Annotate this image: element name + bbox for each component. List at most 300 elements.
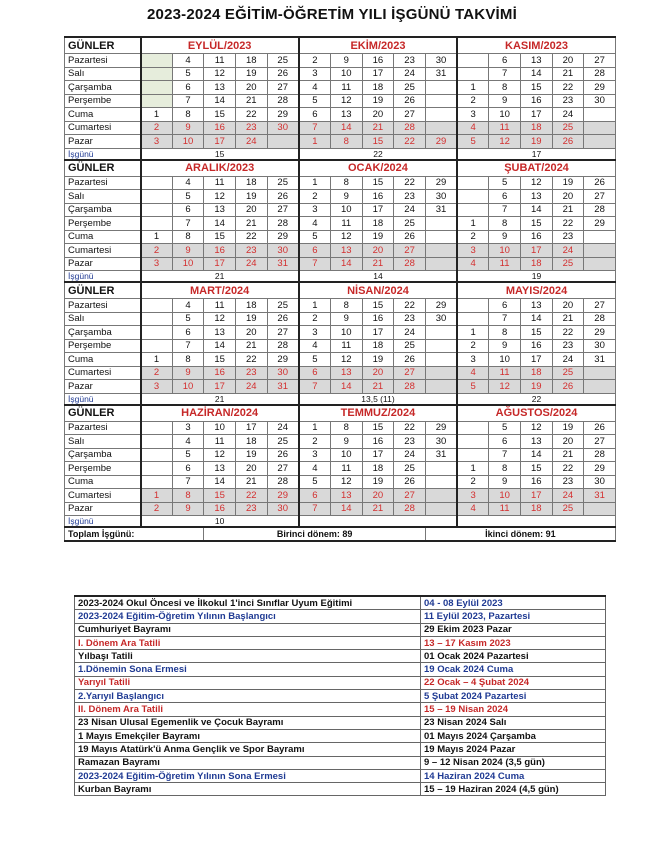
date-cell: 18 — [235, 299, 267, 313]
date-cell: 30 — [267, 502, 299, 516]
date-cell: 26 — [552, 380, 584, 394]
date-cell: 22 — [552, 217, 584, 231]
date-cell: 25 — [552, 257, 584, 271]
workday-count: 13,5 (11) — [299, 393, 457, 405]
date-cell: 24 — [235, 257, 267, 271]
date-cell: 15 — [520, 326, 552, 340]
workday-count — [457, 516, 615, 528]
date-cell: 30 — [425, 190, 457, 204]
day-name: Cuma — [65, 353, 141, 367]
date-cell: 29 — [267, 230, 299, 244]
month-title: HAZİRAN/2024 — [141, 405, 299, 422]
day-row — [65, 435, 616, 449]
event-name: Ramazan Bayramı — [75, 756, 421, 769]
event-name: II. Dönem Ara Tatili — [75, 703, 421, 716]
date-cell: 24 — [394, 448, 426, 462]
event-row — [75, 596, 606, 610]
date-cell — [457, 176, 489, 190]
date-cell: 21 — [552, 203, 584, 217]
date-cell: 4 — [172, 176, 204, 190]
day-name: Perşembe — [65, 339, 141, 353]
block-header-row — [65, 37, 616, 54]
date-cell: 22 — [394, 135, 426, 149]
date-cell: 23 — [394, 190, 426, 204]
date-cell: 10 — [330, 203, 362, 217]
date-cell: 3 — [141, 257, 173, 271]
date-cell: 16 — [520, 339, 552, 353]
event-row — [75, 743, 606, 756]
date-cell: 26 — [552, 135, 584, 149]
date-cell: 3 — [141, 380, 173, 394]
date-cell: 12 — [204, 67, 236, 81]
date-cell: 29 — [584, 81, 616, 95]
workday-label: İşgünü — [65, 271, 141, 283]
date-cell: 10 — [489, 353, 521, 367]
event-row — [75, 783, 606, 796]
day-name: Salı — [65, 435, 141, 449]
date-cell: 23 — [235, 121, 267, 135]
date-cell: 8 — [172, 230, 204, 244]
event-date: 29 Ekim 2023 Pazar — [421, 623, 606, 636]
day-name: Çarşamba — [65, 326, 141, 340]
date-cell: 19 — [235, 190, 267, 204]
date-cell — [584, 502, 616, 516]
date-cell: 8 — [489, 326, 521, 340]
workday-calendar-table — [64, 36, 616, 542]
date-cell — [425, 108, 457, 122]
date-cell: 10 — [172, 135, 204, 149]
event-date: 19 Ocak 2024 Cuma — [421, 663, 606, 676]
date-cell: 7 — [299, 380, 331, 394]
workday-count: 22 — [299, 148, 457, 160]
date-cell — [584, 108, 616, 122]
date-cell: 14 — [520, 312, 552, 326]
date-cell: 6 — [172, 203, 204, 217]
date-cell: 17 — [204, 135, 236, 149]
date-cell: 29 — [267, 108, 299, 122]
day-row — [65, 448, 616, 462]
date-cell: 7 — [172, 475, 204, 489]
date-cell: 3 — [457, 108, 489, 122]
date-cell: 18 — [520, 502, 552, 516]
date-cell: 5 — [457, 380, 489, 394]
day-name: Pazar — [65, 502, 141, 516]
day-row — [65, 94, 616, 108]
date-cell: 12 — [489, 380, 521, 394]
date-cell: 1 — [299, 299, 331, 313]
date-cell: 10 — [330, 448, 362, 462]
date-cell: 11 — [489, 257, 521, 271]
date-cell — [457, 299, 489, 313]
date-cell: 10 — [330, 67, 362, 81]
date-cell: 2 — [457, 230, 489, 244]
date-cell: 9 — [489, 339, 521, 353]
date-cell — [457, 435, 489, 449]
date-cell: 12 — [330, 94, 362, 108]
event-row — [75, 756, 606, 769]
workday-count — [299, 516, 457, 528]
day-name: Perşembe — [65, 217, 141, 231]
date-cell: 3 — [457, 244, 489, 258]
date-cell: 1 — [141, 353, 173, 367]
date-cell: 17 — [204, 380, 236, 394]
date-cell — [457, 203, 489, 217]
date-cell: 22 — [394, 299, 426, 313]
date-cell: 11 — [204, 54, 236, 68]
date-cell: 2 — [141, 244, 173, 258]
date-cell — [584, 380, 616, 394]
date-cell: 2 — [457, 475, 489, 489]
workday-count: 17 — [457, 148, 615, 160]
date-cell: 5 — [172, 448, 204, 462]
event-name: 2023-2024 Okul Öncesi ve İlkokul 1'inci Sınıflar Uyum Eğitimi — [75, 596, 421, 610]
date-cell: 14 — [330, 502, 362, 516]
date-cell: 5 — [172, 190, 204, 204]
date-cell: 9 — [172, 502, 204, 516]
date-cell: 1 — [299, 421, 331, 435]
date-cell: 28 — [584, 312, 616, 326]
date-cell: 29 — [425, 421, 457, 435]
workday-count: 21 — [141, 271, 299, 283]
date-cell: 11 — [330, 339, 362, 353]
date-cell: 9 — [330, 54, 362, 68]
date-cell: 28 — [394, 502, 426, 516]
event-name: Yarıyıl Tatili — [75, 676, 421, 689]
day-name: Cuma — [65, 475, 141, 489]
date-cell: 25 — [267, 435, 299, 449]
block-header-row — [65, 405, 616, 422]
day-row — [65, 190, 616, 204]
date-cell: 23 — [552, 339, 584, 353]
date-cell: 2 — [141, 366, 173, 380]
day-row — [65, 108, 616, 122]
date-cell: 4 — [299, 217, 331, 231]
event-date: 01 Mayıs 2024 Çarşamba — [421, 729, 606, 742]
date-cell: 18 — [362, 462, 394, 476]
event-name: 19 Mayıs Atatürk'ü Anma Gençlik ve Spor Bayramı — [75, 743, 421, 756]
date-cell: 30 — [267, 121, 299, 135]
day-name: Çarşamba — [65, 203, 141, 217]
date-cell: 20 — [235, 81, 267, 95]
day-name: Cumartesi — [65, 366, 141, 380]
date-cell: 22 — [552, 462, 584, 476]
date-cell: 24 — [394, 326, 426, 340]
date-cell: 17 — [520, 489, 552, 503]
date-cell: 20 — [362, 489, 394, 503]
date-cell: 11 — [330, 81, 362, 95]
date-cell: 7 — [489, 448, 521, 462]
date-cell: 20 — [362, 108, 394, 122]
date-cell: 27 — [584, 299, 616, 313]
date-cell: 19 — [235, 67, 267, 81]
date-cell: 15 — [520, 462, 552, 476]
total-workdays-label: Toplam İşgünü: — [65, 527, 204, 541]
workday-count: 19 — [457, 271, 615, 283]
date-cell: 30 — [425, 312, 457, 326]
date-cell: 5 — [299, 94, 331, 108]
date-cell: 29 — [584, 217, 616, 231]
date-cell: 9 — [489, 230, 521, 244]
date-cell: 1 — [457, 81, 489, 95]
date-cell — [584, 244, 616, 258]
date-cell — [425, 462, 457, 476]
month-title: EKİM/2023 — [299, 37, 457, 54]
date-cell: 3 — [299, 67, 331, 81]
date-cell: 17 — [362, 448, 394, 462]
date-cell: 9 — [172, 121, 204, 135]
date-cell: 9 — [172, 244, 204, 258]
date-cell: 23 — [394, 435, 426, 449]
date-cell: 4 — [172, 435, 204, 449]
date-cell: 15 — [204, 230, 236, 244]
date-cell: 3 — [299, 448, 331, 462]
event-date: 9 – 12 Nisan 2024 (3,5 gün) — [421, 756, 606, 769]
date-cell: 26 — [584, 176, 616, 190]
date-cell — [141, 67, 173, 81]
date-cell: 18 — [235, 176, 267, 190]
date-cell: 7 — [299, 502, 331, 516]
event-row — [75, 623, 606, 636]
date-cell: 13 — [520, 54, 552, 68]
day-row — [65, 67, 616, 81]
date-cell: 1 — [299, 135, 331, 149]
date-cell: 14 — [520, 203, 552, 217]
month-title: MAYIS/2024 — [457, 282, 615, 299]
date-cell: 6 — [172, 462, 204, 476]
date-cell: 19 — [362, 94, 394, 108]
date-cell: 31 — [584, 353, 616, 367]
date-cell — [425, 230, 457, 244]
date-cell: 27 — [584, 435, 616, 449]
month-title: ŞUBAT/2024 — [457, 160, 615, 177]
date-cell: 25 — [552, 366, 584, 380]
day-row — [65, 299, 616, 313]
date-cell: 2 — [299, 435, 331, 449]
date-cell: 14 — [520, 448, 552, 462]
day-name: Salı — [65, 67, 141, 81]
days-header: GÜNLER — [65, 405, 141, 422]
date-cell: 12 — [204, 448, 236, 462]
month-title: OCAK/2024 — [299, 160, 457, 177]
month-title: TEMMUZ/2024 — [299, 405, 457, 422]
date-cell: 18 — [362, 81, 394, 95]
date-cell: 21 — [362, 121, 394, 135]
date-cell — [425, 339, 457, 353]
date-cell: 9 — [489, 475, 521, 489]
date-cell: 5 — [457, 135, 489, 149]
date-cell: 10 — [204, 421, 236, 435]
date-cell: 28 — [267, 475, 299, 489]
date-cell: 13 — [520, 435, 552, 449]
days-header: GÜNLER — [65, 282, 141, 299]
event-row — [75, 610, 606, 623]
date-cell: 14 — [204, 475, 236, 489]
date-cell: 2 — [299, 312, 331, 326]
date-cell — [425, 94, 457, 108]
workday-label: İşgünü — [65, 148, 141, 160]
workday-label: İşgünü — [65, 516, 141, 528]
date-cell: 13 — [330, 108, 362, 122]
date-cell: 21 — [362, 257, 394, 271]
date-cell: 19 — [552, 176, 584, 190]
date-cell — [141, 94, 173, 108]
date-cell: 24 — [235, 135, 267, 149]
date-cell: 4 — [172, 54, 204, 68]
date-cell: 27 — [267, 203, 299, 217]
event-date: 04 - 08 Eylül 2023 — [421, 596, 606, 610]
date-cell: 25 — [552, 502, 584, 516]
day-name: Salı — [65, 190, 141, 204]
date-cell: 25 — [267, 299, 299, 313]
date-cell: 3 — [457, 489, 489, 503]
date-cell: 1 — [457, 326, 489, 340]
date-cell — [141, 203, 173, 217]
event-row — [75, 650, 606, 663]
date-cell: 29 — [584, 462, 616, 476]
workday-count: 10 — [141, 516, 299, 528]
event-date: 22 Ocak – 4 Şubat 2024 — [421, 676, 606, 689]
date-cell: 18 — [235, 435, 267, 449]
date-cell — [141, 81, 173, 95]
date-cell: 12 — [489, 135, 521, 149]
day-row — [65, 203, 616, 217]
date-cell: 19 — [552, 421, 584, 435]
workday-count: 22 — [457, 393, 615, 405]
day-name: Çarşamba — [65, 448, 141, 462]
date-cell: 5 — [299, 353, 331, 367]
date-cell: 20 — [235, 462, 267, 476]
day-row — [65, 121, 616, 135]
date-cell: 11 — [204, 176, 236, 190]
date-cell: 2 — [457, 339, 489, 353]
date-cell: 29 — [267, 353, 299, 367]
workday-row — [65, 148, 616, 160]
date-cell: 3 — [299, 326, 331, 340]
date-cell: 4 — [299, 462, 331, 476]
totals-row — [65, 527, 616, 541]
date-cell: 29 — [425, 135, 457, 149]
date-cell: 21 — [362, 380, 394, 394]
date-cell: 1 — [299, 176, 331, 190]
day-row — [65, 81, 616, 95]
date-cell: 12 — [330, 230, 362, 244]
date-cell: 4 — [172, 299, 204, 313]
date-cell: 9 — [489, 94, 521, 108]
date-cell: 26 — [394, 475, 426, 489]
date-cell: 24 — [552, 108, 584, 122]
event-row — [75, 690, 606, 703]
date-cell: 30 — [425, 54, 457, 68]
event-date: 19 Mayıs 2024 Pazar — [421, 743, 606, 756]
date-cell: 30 — [584, 94, 616, 108]
date-cell: 26 — [584, 421, 616, 435]
days-header: GÜNLER — [65, 160, 141, 177]
date-cell: 8 — [172, 108, 204, 122]
date-cell: 17 — [520, 353, 552, 367]
date-cell: 3 — [172, 421, 204, 435]
day-name: Perşembe — [65, 462, 141, 476]
day-row — [65, 380, 616, 394]
date-cell: 22 — [235, 230, 267, 244]
date-cell — [425, 475, 457, 489]
date-cell: 24 — [552, 244, 584, 258]
date-cell: 14 — [204, 339, 236, 353]
date-cell: 13 — [204, 203, 236, 217]
date-cell: 13 — [330, 366, 362, 380]
day-row — [65, 176, 616, 190]
date-cell — [457, 312, 489, 326]
date-cell: 25 — [267, 176, 299, 190]
date-cell: 14 — [330, 380, 362, 394]
date-cell: 26 — [267, 67, 299, 81]
date-cell: 7 — [489, 67, 521, 81]
date-cell: 16 — [204, 244, 236, 258]
day-row — [65, 462, 616, 476]
date-cell: 18 — [235, 54, 267, 68]
date-cell: 20 — [362, 244, 394, 258]
date-cell: 13 — [330, 489, 362, 503]
date-cell: 12 — [204, 312, 236, 326]
date-cell: 31 — [267, 380, 299, 394]
date-cell: 11 — [330, 217, 362, 231]
date-cell: 31 — [425, 448, 457, 462]
date-cell: 7 — [489, 203, 521, 217]
date-cell: 11 — [489, 121, 521, 135]
day-name: Cumartesi — [65, 121, 141, 135]
date-cell: 26 — [394, 94, 426, 108]
date-cell: 12 — [204, 190, 236, 204]
date-cell: 26 — [267, 312, 299, 326]
date-cell: 19 — [362, 475, 394, 489]
date-cell: 31 — [425, 67, 457, 81]
date-cell: 11 — [204, 435, 236, 449]
date-cell: 30 — [267, 366, 299, 380]
day-row — [65, 257, 616, 271]
days-header: GÜNLER — [65, 37, 141, 54]
date-cell: 26 — [267, 190, 299, 204]
date-cell: 25 — [394, 81, 426, 95]
date-cell: 21 — [552, 67, 584, 81]
date-cell: 5 — [489, 176, 521, 190]
date-cell: 6 — [489, 435, 521, 449]
date-cell — [425, 81, 457, 95]
date-cell: 23 — [235, 366, 267, 380]
second-term-total: İkinci dönem: 91 — [425, 527, 615, 541]
date-cell: 1 — [141, 489, 173, 503]
date-cell — [425, 326, 457, 340]
month-title: KASIM/2023 — [457, 37, 615, 54]
date-cell: 28 — [394, 257, 426, 271]
date-cell — [425, 244, 457, 258]
date-cell: 26 — [394, 353, 426, 367]
day-row — [65, 217, 616, 231]
date-cell: 4 — [457, 257, 489, 271]
date-cell: 20 — [362, 366, 394, 380]
day-name: Cuma — [65, 230, 141, 244]
date-cell: 27 — [394, 244, 426, 258]
date-cell: 18 — [520, 257, 552, 271]
date-cell — [267, 135, 299, 149]
date-cell: 5 — [172, 312, 204, 326]
block-header-row — [65, 160, 616, 177]
date-cell: 17 — [362, 326, 394, 340]
events-table — [74, 595, 606, 796]
date-cell: 1 — [141, 108, 173, 122]
day-name: Cuma — [65, 108, 141, 122]
date-cell: 7 — [299, 257, 331, 271]
day-row — [65, 475, 616, 489]
day-row — [65, 312, 616, 326]
